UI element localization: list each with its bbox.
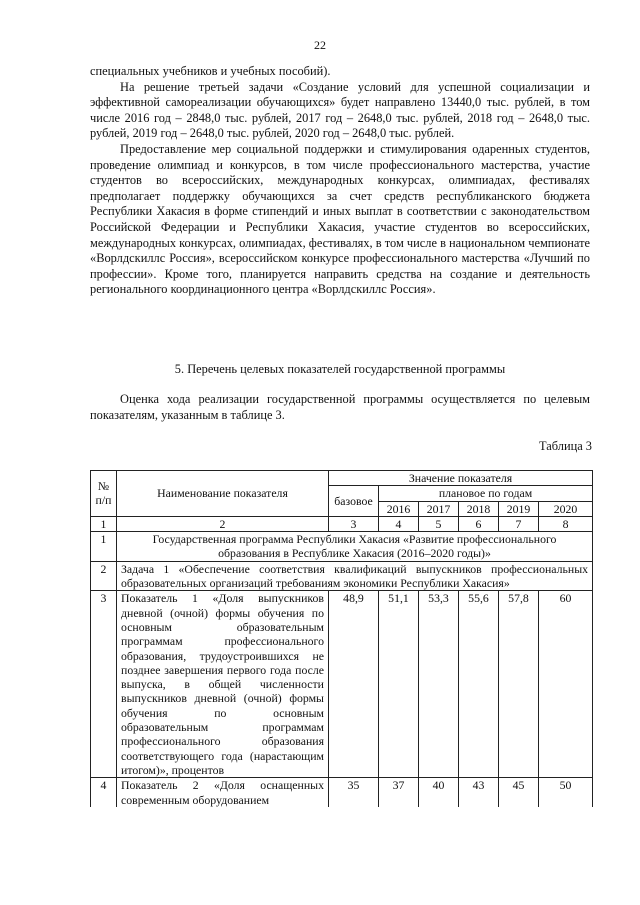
indicator-name: Показатель 1 «Доля выпускников дневной (очной) формы обучения по основным образовательным программам профессионального образования, трудоустроившихся не позднее завершения первого года после выпуска, в общей численности выпускников дневной (очной) формы обучения по основным образовательным программам профессионального образования соответствующего года (нарастающим итогом)», процентов <box>117 591 329 778</box>
row-num: 1 <box>91 532 117 562</box>
base-value: 48,9 <box>329 591 379 778</box>
base-value: 35 <box>329 778 379 807</box>
table-caption: Таблица 3 <box>539 439 592 453</box>
body-text <box>90 64 590 298</box>
task-title: Задача 1 «Обеспечение соответствия квалификаций выпускников профессиональных образовательных организаций требованиям экономики Республики Хакасия» <box>117 561 593 591</box>
header-year: 2016 <box>379 501 419 516</box>
planned-value: 43 <box>459 778 499 807</box>
planned-value: 45 <box>499 778 539 807</box>
planned-value: 55,6 <box>459 591 499 778</box>
section-heading: 5. Перечень целевых показателей государственной программы <box>174 362 506 376</box>
column-number: 4 <box>379 516 419 531</box>
column-number: 6 <box>459 516 499 531</box>
section-intro-block <box>90 392 590 423</box>
table-row-program <box>91 532 593 562</box>
header-num: № п/п <box>91 471 117 517</box>
planned-value: 37 <box>379 778 419 807</box>
planned-value: 57,8 <box>499 591 539 778</box>
program-title: Государственная программа Республики Хакасия «Развитие профессионального образования в Республике Хакасия (2016–2020 годы)» <box>117 532 593 562</box>
header-base: базовое <box>329 486 379 517</box>
row-num: 3 <box>91 591 117 778</box>
column-number: 5 <box>419 516 459 531</box>
column-number: 3 <box>329 516 379 531</box>
header-value: Значение показателя <box>329 471 593 486</box>
planned-value: 60 <box>539 591 593 778</box>
column-number: 8 <box>539 516 593 531</box>
page-number: 22 <box>314 38 326 52</box>
paragraph-continued: специальных учебников и учебных пособий). <box>90 64 331 78</box>
indicators-table <box>90 470 593 807</box>
table-row-indicator <box>91 778 593 807</box>
table-header-row <box>91 471 593 486</box>
column-number: 1 <box>91 516 117 531</box>
planned-value: 40 <box>419 778 459 807</box>
column-numbers-row <box>91 516 593 531</box>
table-row-indicator <box>91 591 593 778</box>
header-year: 2020 <box>539 501 593 516</box>
header-year: 2019 <box>499 501 539 516</box>
header-name: Наименование показателя <box>117 471 329 517</box>
planned-value: 50 <box>539 778 593 807</box>
row-num: 4 <box>91 778 117 807</box>
column-number: 2 <box>117 516 329 531</box>
indicator-name: Показатель 2 «Доля оснащенных современным оборудованием <box>117 778 329 807</box>
planned-value: 53,3 <box>419 591 459 778</box>
row-num: 2 <box>91 561 117 591</box>
paragraph-student-support: Предоставление мер социальной поддержки и стимулирования одаренных студентов, проведение олимпиад и конкурсов, в том числе профессионального мастерства, участие студентов во всероссийских, международных конкурсах, олимпиадах, фестивалях предполагает поддержку обучающихся за счет средств республиканского бюджета Республики Хакасия в форме стипендий и иных выплат в соответствии с законодательством Российской Федерации и Республики Хакасия, участие студентов во всероссийских, международных конкурсах, олимпиадах, фестивалях, в том числе в национальном чемпионате «Ворлдскиллс Россия», всероссийском конкурсе профессионального мастерства «Лучший по профессии». Кроме того, планируется направить средства на создание и деятельность регионального координационного центра «Ворлдскиллс Россия». <box>90 141 590 297</box>
section-intro: Оценка хода реализации государственной программы осуществляется по целевым показателям, указанным в таблице 3. <box>90 392 590 422</box>
planned-value: 51,1 <box>379 591 419 778</box>
header-planned: плановое по годам <box>379 486 593 501</box>
column-number: 7 <box>499 516 539 531</box>
header-year: 2017 <box>419 501 459 516</box>
table-row-task <box>91 561 593 591</box>
header-year: 2018 <box>459 501 499 516</box>
paragraph-third-task: На решение третьей задачи «Создание условий для успешной социализации и эффективной самореализации обучающихся» будет направлено 13440,0 тыс. рублей, в том числе 2016 год – 2848,0 тыс. рублей, 2017 год – 2648,0 тыс. рублей, 2018 год – 2648,0 тыс. рублей, 2019 год – 2648,0 тыс. рублей, 2020 год – 2648,0 тыс. рублей. <box>90 79 590 141</box>
